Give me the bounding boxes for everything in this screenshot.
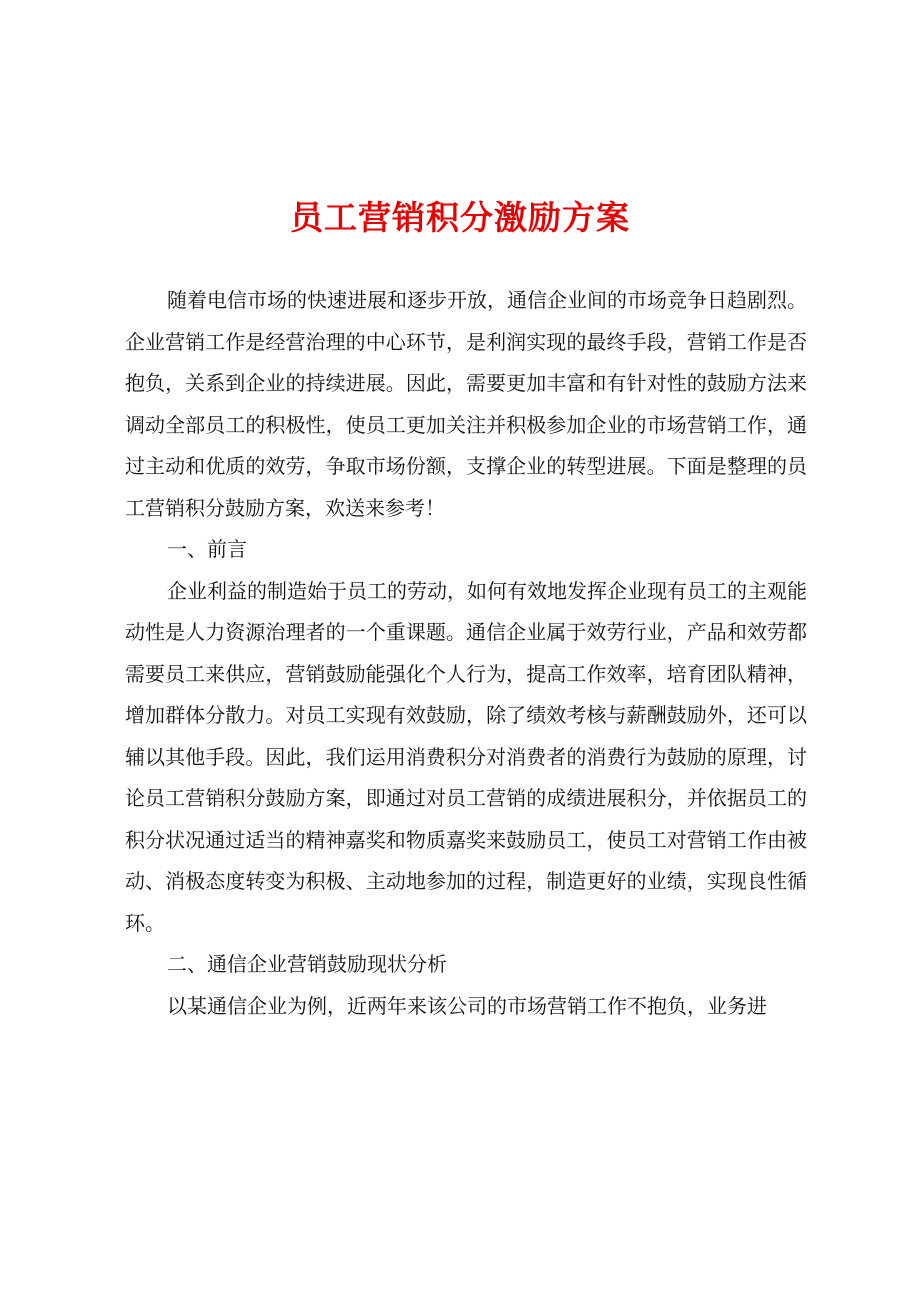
section-1-paragraph: 企业利益的制造始于员工的劳动，如何有效地发挥企业现有员工的主观能动性是人力资源治理者的一个重课题。通信企业属于效劳行业，产品和效劳都需要员工来供应，营销鼓励能强化个人行为，提高工作效率，培育团队精神，增加群体分散力。对员工实现有效鼓励，除了绩效考核与薪酬鼓励外，还可以辅以其他手段。因此，我们运用消费积分对消费者的消费行为鼓励的原理，讨论员工营销积分鼓励方案，即通过对员工营销的成绩进展积分，并依据员工的积分状况通过适当的精神嘉奖和物质嘉奖来鼓励员工，使员工对营销工作由被动、消极态度转变为积极、主动地参加的过程，制造更好的业绩，实现良性循环。: [125, 578, 807, 935]
document-body: [125, 280, 807, 1027]
document-title: 员工营销积分激励方案: [290, 198, 630, 237]
section-1-heading: 一、前言: [167, 537, 247, 561]
section-2-heading: 二、通信企业营销鼓励现状分析: [167, 952, 447, 976]
section-2-paragraph: 以某通信企业为例，近两年来该公司的市场营销工作不抱负，业务进: [167, 993, 767, 1018]
intro-paragraph: 随着电信市场的快速进展和逐步开放，通信企业间的市场竞争日趋剧烈。企业营销工作是经营治理的中心环节，是利润实现的最终手段，营销工作是否抱负，关系到企业的持续进展。因此，需要更加丰富和有针对性的鼓励方法来调动全部员工的积极性，使员工更加关注并积极参加企业的市场营销工作，通过主动和优质的效劳，争取市场份额，支撑企业的转型进展。下面是整理的员工营销积分鼓励方案，欢送来参考！: [125, 288, 807, 520]
